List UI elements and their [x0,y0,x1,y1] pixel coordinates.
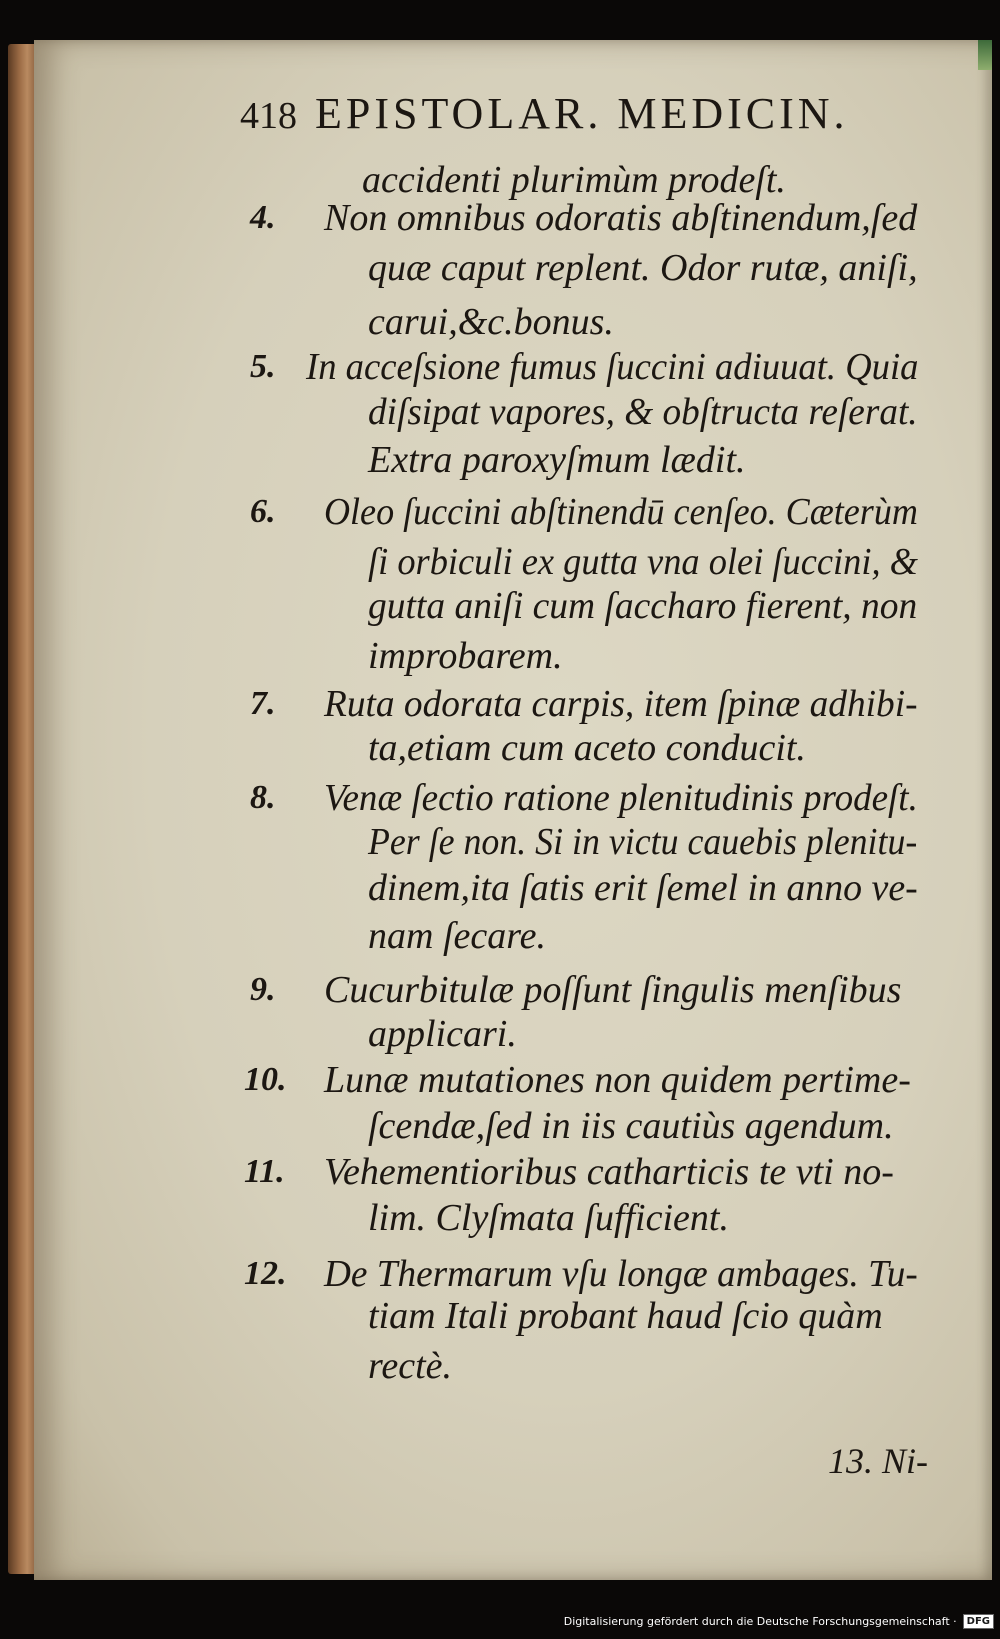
item-first-line: Oleo ſuccini abſtinendū cenſeo. Cæterùm [324,491,918,533]
text-line: Per ſe non. Si in victu cauebis plenitu- [368,821,918,863]
item-number: 4. [250,199,276,236]
item-number: 10. [244,1061,287,1098]
dfg-logo: DFG [963,1614,994,1629]
text-line: quæ caput replent. Odor rutæ, aniſi, [368,247,918,289]
text-line: accidenti plurimùm prodeſt. [362,159,786,201]
item-first-line: De Thermarum vſu longæ ambages. Tu- [324,1253,918,1295]
running-header [240,88,940,148]
text-line: ſcendæ,ſed in iis cautiùs agendum. [368,1105,894,1147]
item-number: 8. [250,779,276,816]
item-number: 5. [250,348,276,385]
corner-artifact [978,40,992,70]
item-first-line: Non omnibus odoratis abſtinendum,ſed [324,197,918,239]
item-first-line: In acceſsione fumus ſuccini adiuuat. Quia [306,346,919,388]
text-line: improbarem. [368,635,563,677]
page-number: 418 [240,95,297,137]
credit-text: Digitalisierung gefördert durch die Deutsche Forschungsgemeinschaft · [563,1614,957,1628]
text-line: gutta aniſi cum ſaccharo fierent, non [368,585,918,627]
text-line: nam ſecare. [368,915,546,957]
text-line: tiam Itali probant haud ſcio quàm [368,1295,883,1337]
text-line: dinem,ita ſatis erit ſemel in anno ve- [368,867,918,909]
item-number: 11. [244,1153,285,1190]
text-line: applicari. [368,1013,517,1055]
text-line: Extra paroxyſmum lædit. [368,439,746,481]
text-line: carui,&c.bonus. [368,301,614,343]
item-number: 9. [250,971,276,1008]
item-first-line: Venæ ſectio ratione plenitudinis prodeſt. [324,777,918,819]
item-first-line: Cucurbitulæ poſſunt ſingulis menſibus [324,969,902,1011]
text-line: ta,etiam cum aceto conducit. [368,727,806,769]
text-line: rectè. [368,1345,453,1387]
text-line: ſi orbiculi ex gutta vna olei ſuccini, & [368,541,918,583]
text-line: lim. Clyſmata ſufficient. [368,1197,729,1239]
item-number: 12. [244,1255,287,1292]
item-number: 6. [250,493,276,530]
digitization-credit [564,1609,994,1633]
item-first-line: Lunæ mutationes non quidem pertime- [324,1059,911,1101]
running-title: EPISTOLAR. MEDICIN. [315,89,849,138]
catchword: 13. Ni- [828,1441,929,1481]
item-first-line: Vehementioribus catharticis te vti no- [324,1151,894,1193]
item-number: 7. [250,685,276,722]
item-first-line: Ruta odorata carpis, item ſpinæ adhibi- [324,683,918,725]
text-line: diſsipat vapores, & obſtructa reſerat. [368,391,918,433]
